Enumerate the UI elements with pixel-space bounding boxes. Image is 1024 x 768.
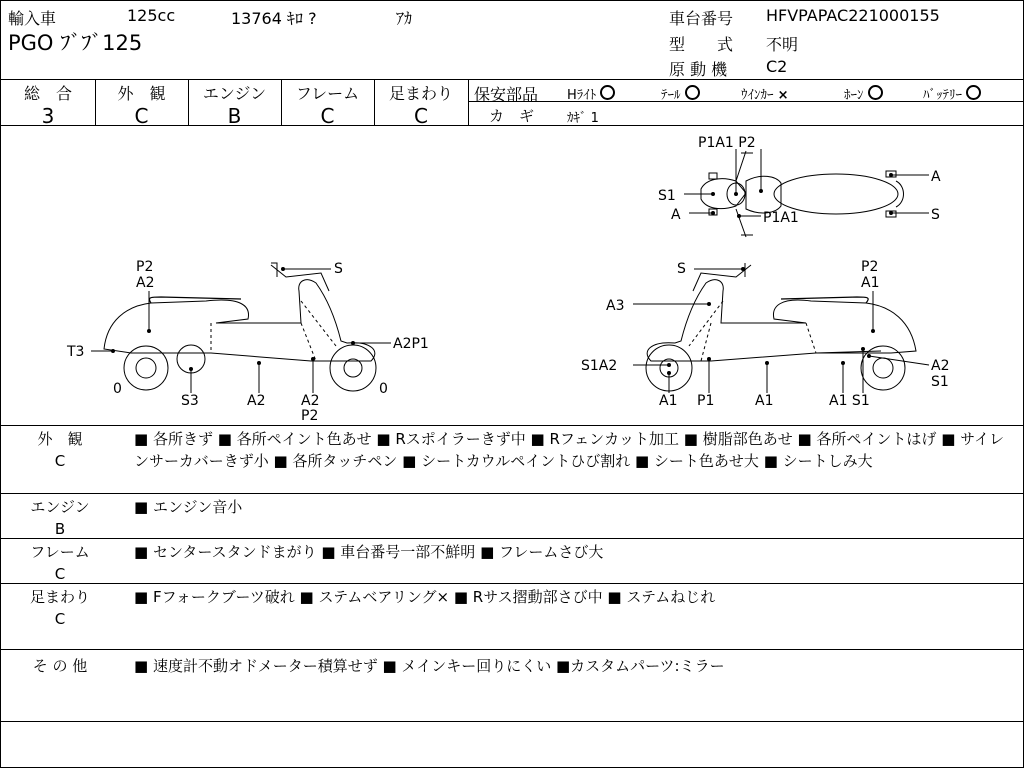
note-text-engine: ■ エンジン音小 — [134, 498, 243, 516]
marker-label: S1A2 — [581, 358, 618, 374]
horn-status — [844, 84, 883, 103]
marker-label: P1A1 P2 — [698, 135, 756, 151]
note-grade: C — [54, 610, 66, 628]
marker-label: S3 — [181, 393, 199, 409]
marker-label: S1 — [658, 188, 676, 204]
marker-label: A2 — [136, 275, 155, 291]
note-text-exterior: ■ 各所きず ■ 各所ペイント色あせ ■ Rスポイラーきず中 ■ Rフェンカット加工 ■ 樹脂部色あせ ■ 各所ペイントはげ ■ サイレンサーカバーきず小 ■ 各所タッチペン ■ シートカウルペイントひび割れ ■ シート色あせ大 ■ シートしみ大 — [134, 430, 1005, 470]
marker-label: A1 — [755, 393, 774, 409]
winker-status — [741, 84, 789, 103]
key-label: カ ギ — [489, 107, 535, 125]
horn-label: ﾎｰﾝ — [844, 88, 864, 103]
marker-label: P1A1 — [763, 210, 799, 226]
mileage: 13764 ｷﾛ ? — [231, 9, 317, 28]
ng-cross-icon: × — [777, 88, 789, 103]
note-label-suspension — [1, 586, 119, 630]
grade-value: B — [227, 104, 242, 128]
note-grade: C — [54, 452, 66, 470]
marker-label: S — [931, 207, 940, 223]
marker-label: A1 S1 — [829, 393, 870, 409]
marker-label: A — [671, 207, 681, 223]
import-label: 輸入車 — [8, 9, 57, 28]
note-label: 外 観 — [37, 430, 83, 448]
type-label: 型 式 — [669, 35, 734, 54]
marker-label: S — [334, 261, 343, 277]
marker-label: S1 — [931, 374, 949, 390]
battery-label: ﾊﾞｯﾃﾘｰ — [923, 88, 962, 103]
grade-label: 総 合 — [23, 84, 72, 103]
grade-overall — [1, 81, 95, 128]
note-label: 足まわり — [29, 588, 90, 606]
headlight-label: Hﾗｲﾄ — [567, 88, 597, 103]
grade-suspension — [374, 81, 468, 128]
grade-label: フレーム — [295, 84, 360, 103]
ok-circle-icon — [600, 85, 615, 100]
key-value: ｶｷﾞ 1 — [567, 111, 599, 126]
grade-frame — [281, 81, 374, 128]
model-name: PGO ﾌﾞﾌﾞ125 — [8, 31, 143, 55]
divider — [1, 425, 1023, 426]
chassis-label: 車台番号 — [669, 9, 734, 28]
grade-value: 3 — [41, 104, 55, 128]
marker-label: P2 — [301, 408, 319, 424]
grade-value: C — [134, 104, 149, 128]
marker-label: A2 — [247, 393, 266, 409]
battery-status — [923, 84, 981, 103]
divider — [468, 79, 469, 125]
divider — [1, 538, 1023, 539]
engine-value: C2 — [766, 57, 788, 76]
marker-label: A3 — [606, 298, 625, 314]
grade-exterior — [95, 81, 188, 128]
damage-diagram — [1, 126, 1023, 425]
marker-label: A1 — [861, 275, 880, 291]
type-value: 不明 — [766, 35, 799, 54]
engine-label: 原 動 機 — [669, 60, 728, 79]
marker-label: S — [677, 261, 686, 277]
grade-value: C — [414, 104, 428, 128]
note-text-other: ■ 速度計不動オドメーター積算せず ■ メインキー回りにくい ■カスタムパーツ:ミラー — [134, 657, 725, 675]
marker-label: P1 — [697, 393, 715, 409]
ok-circle-icon — [868, 85, 883, 100]
divider — [1, 79, 1023, 80]
divider — [1, 583, 1023, 584]
marker-label: 0 — [379, 381, 388, 397]
marker-label: A1 — [659, 393, 678, 409]
divider — [1, 649, 1023, 650]
marker-label: P2 — [861, 259, 879, 275]
diagram-labels — [66, 135, 949, 424]
note-text-frame: ■ センタースタンドまがり ■ 車台番号一部不鮮明 ■ フレームさび大 — [134, 543, 604, 561]
marker-label: A2 — [301, 393, 320, 409]
marker-label: A2P1 — [393, 336, 429, 352]
marker-label: A — [931, 169, 941, 185]
tail-status — [661, 84, 700, 103]
divider — [1, 493, 1023, 494]
grade-engine — [188, 81, 281, 128]
note-grade: C — [54, 565, 66, 583]
note-label: そ の 他 — [32, 657, 88, 675]
marker-label: P2 — [136, 259, 154, 275]
note-label: フレーム — [30, 543, 90, 561]
chassis-number: HFVPAPAC221000155 — [766, 6, 940, 25]
marker-label: A2 — [931, 358, 950, 374]
ok-circle-icon — [966, 85, 981, 100]
safety-label: 保安部品 — [474, 85, 539, 104]
damage-markers — [91, 149, 929, 393]
displacement: 125cc — [127, 6, 176, 25]
note-grade: B — [54, 520, 66, 538]
note-label-frame — [1, 541, 119, 585]
note-label-other — [1, 655, 119, 677]
grade-value: C — [320, 104, 335, 128]
note-label-exterior — [1, 428, 119, 472]
color: ｱｶ — [396, 9, 413, 28]
winker-label: ｳｲﾝｶｰ — [741, 88, 774, 103]
note-label: エンジン — [30, 498, 90, 516]
grade-label: 足まわり — [388, 84, 453, 103]
scooter-top-view — [701, 151, 904, 237]
grade-label: 外 観 — [117, 84, 166, 103]
note-text-suspension: ■ Fフォークブーツ破れ ■ ステムベアリング× ■ Rサス摺動部さび中 ■ ステムねじれ — [134, 588, 716, 606]
marker-label: 0 — [113, 381, 122, 397]
headlight-status — [567, 84, 615, 103]
ok-circle-icon — [685, 85, 700, 100]
grade-label: エンジン — [202, 84, 267, 103]
tail-label: ﾃｰﾙ — [661, 88, 681, 103]
note-label-engine — [1, 496, 119, 540]
marker-label: T3 — [67, 344, 85, 360]
divider — [1, 721, 1023, 722]
